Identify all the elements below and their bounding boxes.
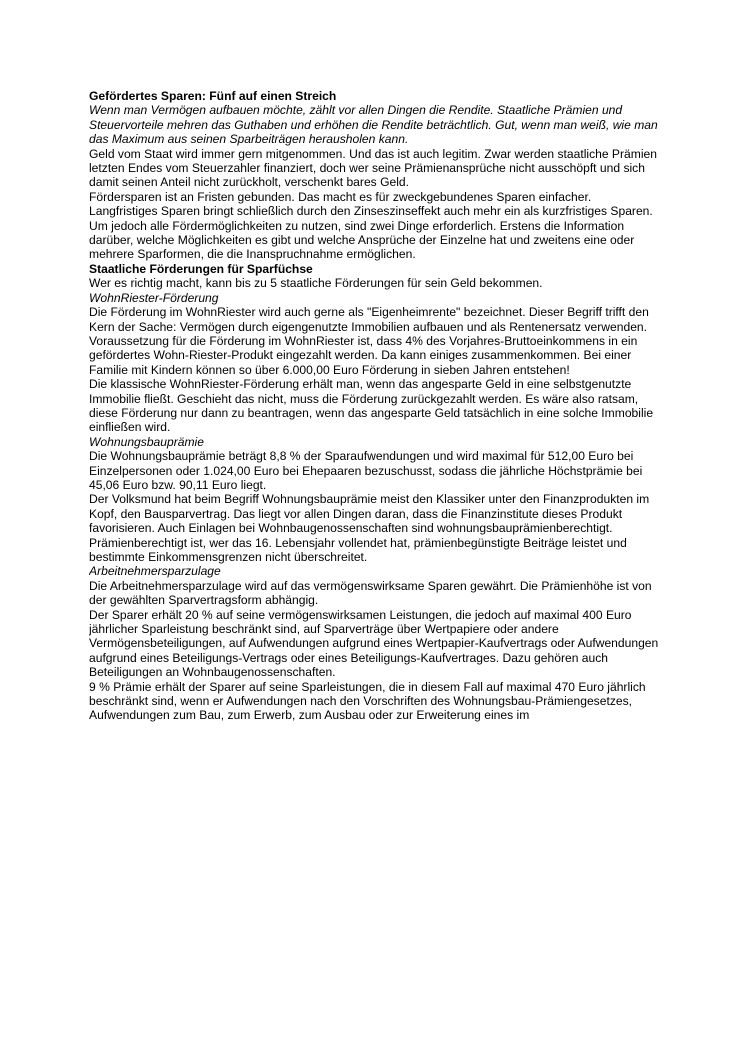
body-paragraph: 9 % Prämie erhält der Sparer auf seine Sparleistungen, die in diesem Fall auf maximal 470 Euro jährlich beschränkt sind, wenn er Aufwendungen nach den Vorschriften des Wohnungsbau-Prämiengesetzes, Aufwendungen zum Bau, zum Erwerb, zum Ausbau oder zur Erweiterung eines im — [89, 679, 646, 723]
section-heading: Staatliche Förderungen für Sparfüchse — [89, 261, 313, 276]
subheading-wohnriester: WohnRiester-Förderung — [89, 290, 219, 305]
subheading-wohnungsbaupraemie: Wohnungsbauprämie — [89, 434, 204, 449]
body-paragraph: Geld vom Staat wird immer gern mitgenommen. Und das ist auch legitim. Zwar werden staatliche Prämien letzten Endes vom Steuerzahler finanziert, doch wer seine Prämienansprüche nicht ausschöpft und sich damit seinen Anteil nicht zurückholt, verschenkt bares Geld. — [89, 146, 657, 190]
body-paragraph: Der Volksmund hat beim Begriff Wohnungsbauprämie meist den Klassiker unter den Finanzprodukten im Kopf, den Bausparvertrag. Das liegt vor allen Dingen daran, dass die Finanzinstitute dieses Produkt favorisieren. Auch Einlagen bei Wohnbaugenossenschaften sind wohnungsbauprämienberechtigt. — [89, 492, 650, 536]
body-paragraph: Fördersparen ist an Fristen gebunden. Das macht es für zweckgebundenes Sparen einfacher. Langfristiges Sparen bringt schließlich durch den Zinseszinseffekt auch mehr ein als kurzfristiges Sparen. Um jedoch alle Fördermöglichkeiten zu nutzen, sind zwei Dinge erforderlich. Erstens die Information darüber, welche Möglichkeiten es gibt und welche Ansprüche der Einzelne hat und zweitens eine oder mehrere Sparformen, die die Inanspruchnahme ermöglichen. — [89, 189, 653, 262]
intro-paragraph: Wenn man Vermögen aufbauen möchte, zählt vor allen Dingen die Rendite. Staatliche Prämien und Steuervorteile mehren das Guthaben und erhöhen die Rendite beträchtlich. Gut, wenn man weiß, wie man das Maximum aus seinen Sparbeiträgen herausholen kann. — [89, 103, 658, 147]
subheading-arbeitnehmersparzulage: Arbeitnehmersparzulage — [89, 564, 221, 579]
document-title: Gefördertes Sparen: Fünf auf einen Streich — [89, 89, 337, 103]
body-paragraph: Die Wohnungsbauprämie beträgt 8,8 % der Sparaufwendungen und wird maximal für 512,00 Euro bei Einzelpersonen oder 1.024,00 Euro bei Ehepaaren bezuschusst, sodass die jährliche Höchstprämie bei 45,06 Euro bzw. 90,11 Euro liegt. — [89, 449, 643, 492]
body-paragraph: Die Arbeitnehmersparzulage wird auf das vermögenswirksame Sparen gewährt. Die Prämienhöhe ist von der gewählten Sparvertragsform abhängig. — [89, 578, 652, 608]
body-paragraph: Der Sparer erhält 20 % auf seine vermögenswirksamen Leistungen, die jedoch auf maximal 400 Euro jährlicher Sparleistung beschränkt sind, auf Sparverträge über Wertpapiere oder andere Vermögensbeteiligungen, auf Aufwendungen aufgrund eines Wertpapier-Kaufvertrags oder Aufwendungen aufgrund eines Beteiligungs-Vertrags oder eines Beteiligungs-Kaufvertrages. Dazu gehören auch Beteiligungen an Wohnbaugenossenschaften. — [89, 607, 659, 680]
section-lead: Wer es richtig macht, kann bis zu 5 staatliche Förderungen für sein Geld bekommen. — [89, 276, 543, 291]
body-paragraph: Die Förderung im WohnRiester wird auch gerne als "Eigenheimrente" bezeichnet. Dieser Begriff trifft den Kern der Sache: Vermögen durch eigengenutzte Immobilien aufbauen und als Rentenersatz verwenden. Voraussetzung für die Förderung im WohnRiester ist, dass 4% des Vorjahres-Bruttoeinkommens in ein gefördertes Wohn-Riester-Produkt eingezahlt werden. Da kann einiges zusammenkommen. Bei einer Familie mit Kindern können so über 6.000,00 Euro Förderung in sieben Jahren entstehen! — [89, 305, 649, 377]
body-paragraph: Prämienberechtigt ist, wer das 16. Lebensjahr vollendet hat, prämienbegünstigte Beiträge leistet und bestimmte Einkommensgrenzen nicht überschreitet. — [89, 535, 627, 564]
body-paragraph: Die klassische WohnRiester-Förderung erhält man, wenn das angesparte Geld in eine selbstgenutzte Immobilie fließt. Geschieht das nicht, muss die Förderung zurückgezahlt werden. Es wäre also ratsam, diese Förderung nur dann zu beantragen, wenn das angesparte Geld tatsächlich in eine solche Immobilie einfließen wird. — [89, 377, 654, 435]
document-page — [89, 89, 663, 723]
